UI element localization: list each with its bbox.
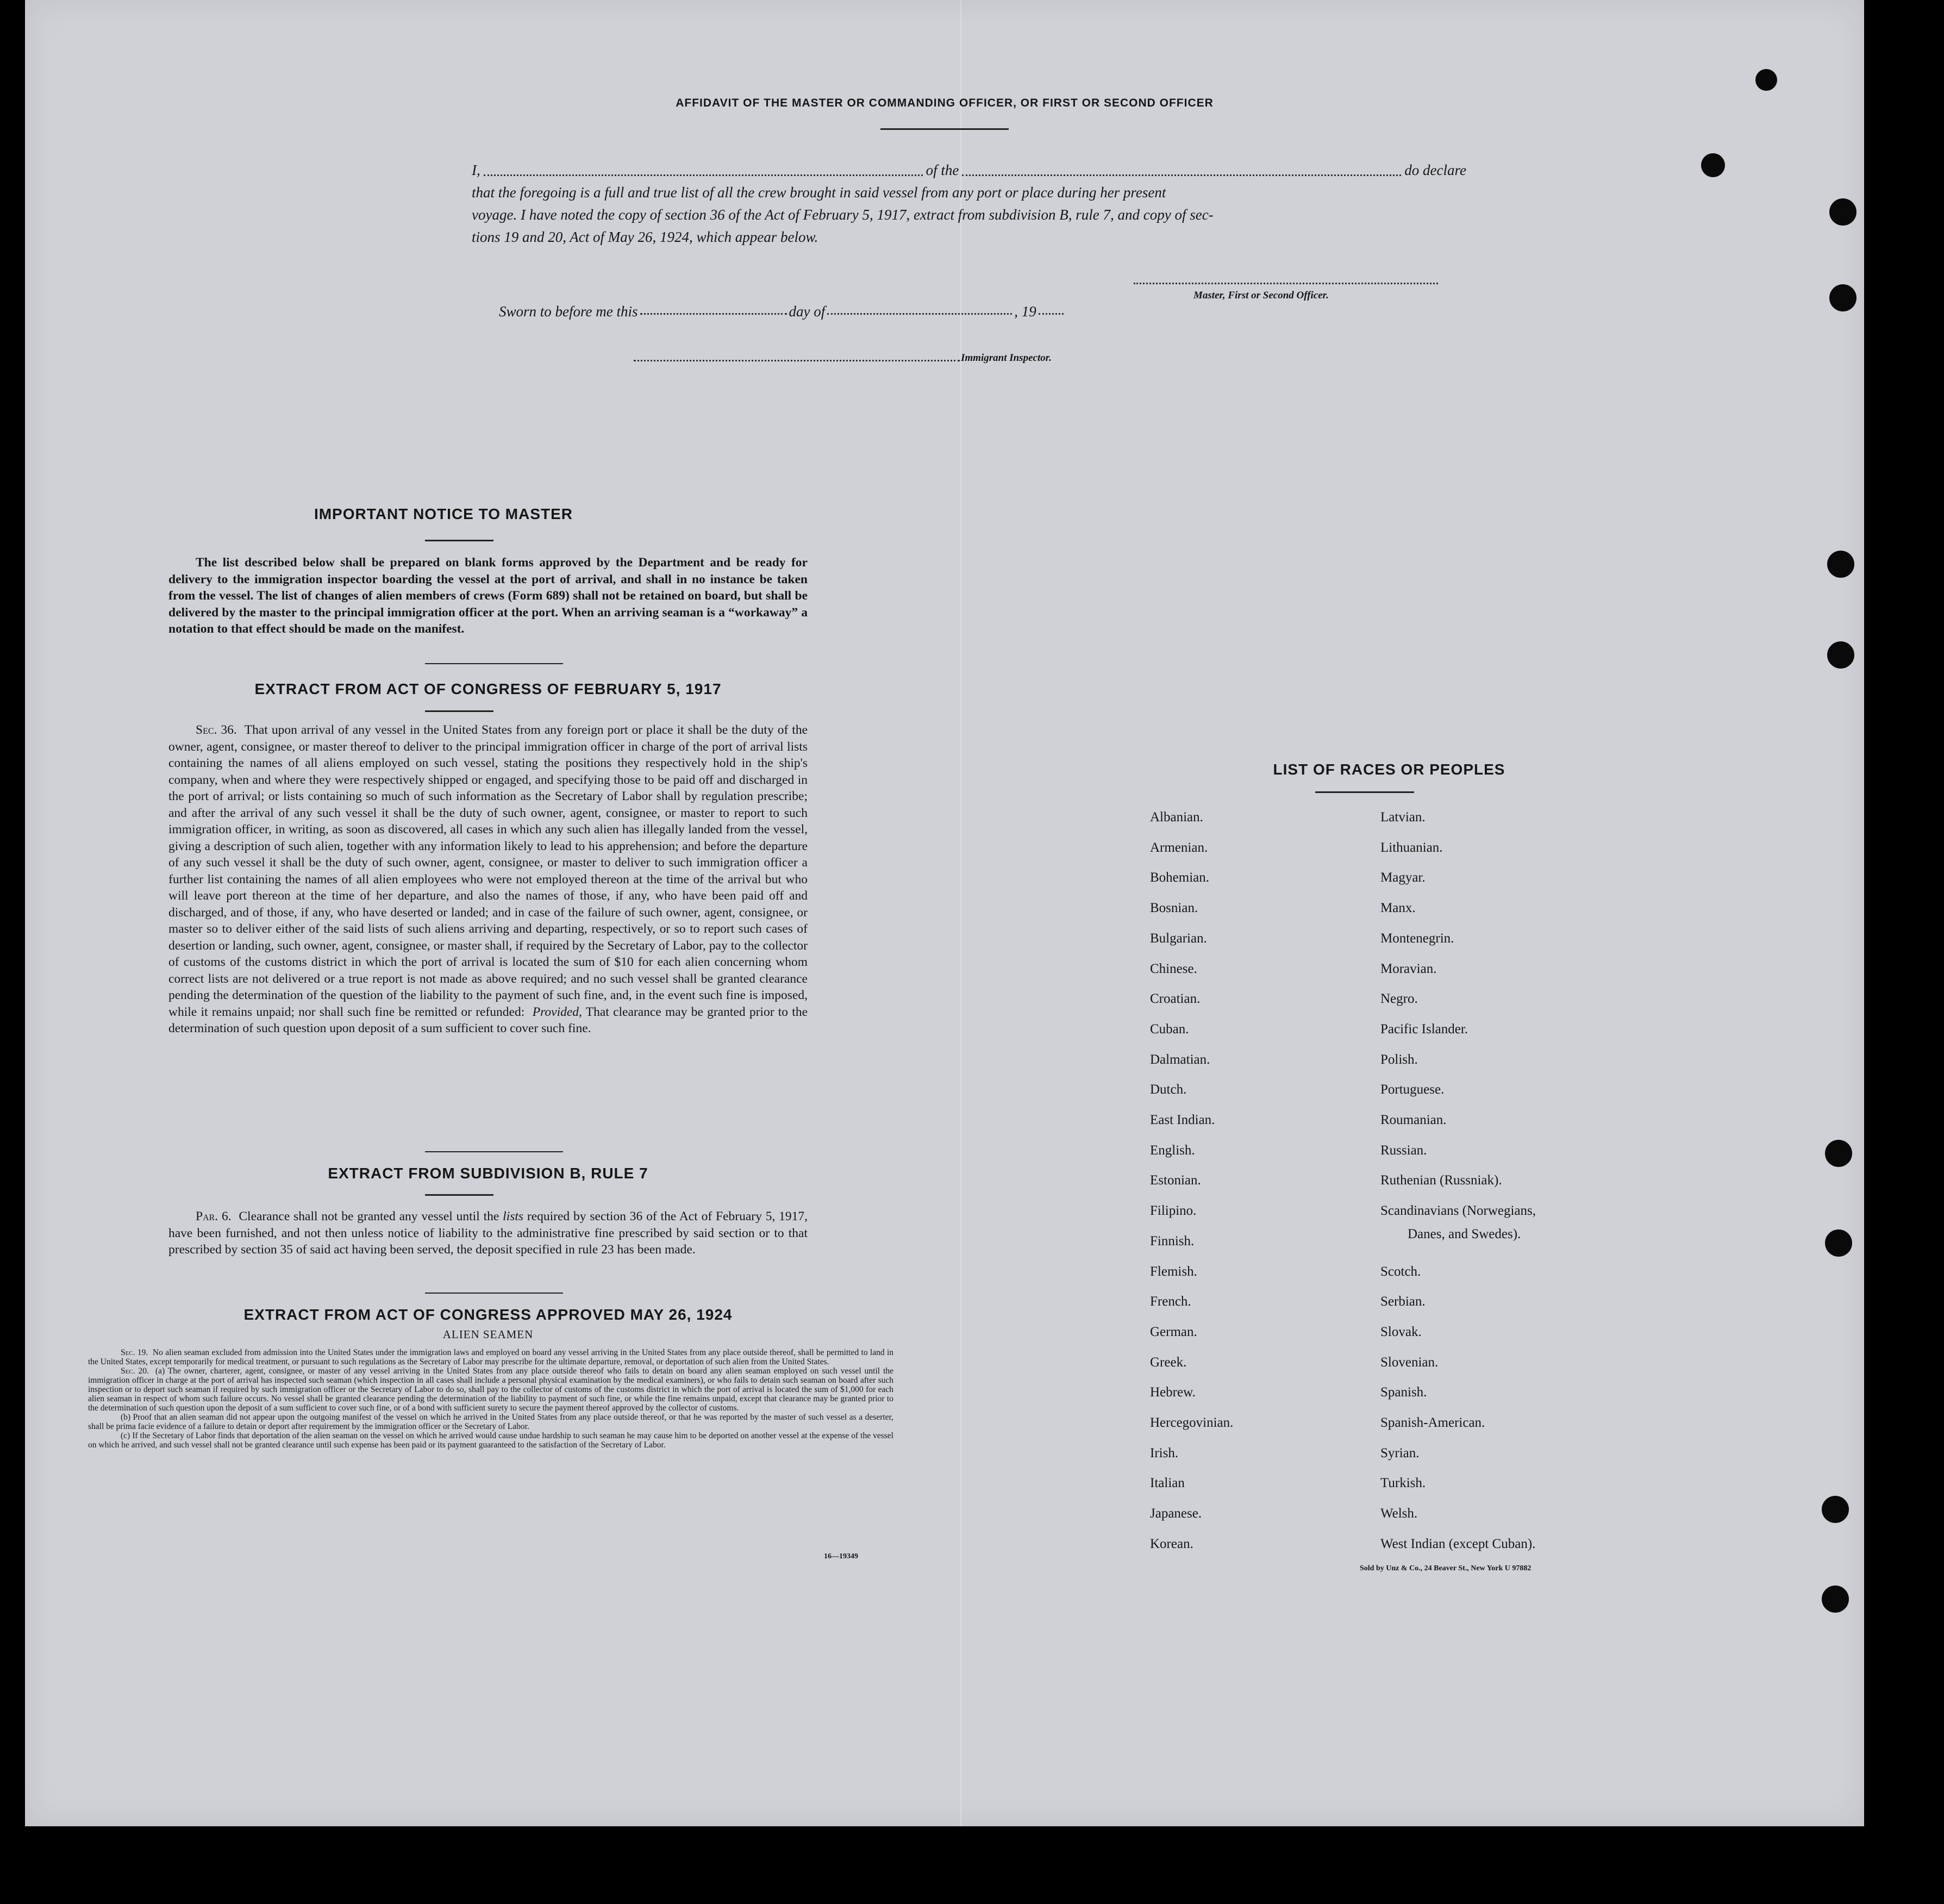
sworn-year: , 19 <box>1014 303 1036 320</box>
affidavit-line-3: voyage. I have noted the copy of section 36 of the Act of February 5, 1917, extract from subdivision B, rule 7, and copy of sec- <box>472 207 1214 223</box>
binder-hole <box>1701 153 1725 177</box>
binder-hole <box>1822 1496 1849 1523</box>
sec19-body: No alien seaman excluded from admission into the United States under the immigration laws and employed on board any vessel arriving in the United States from any place outside thereof, shall be permitted to land in the United States, except temporarily for medical treatment, or pursuant to such regulations as the Secretary of Labor may prescribe for the ultimate departure, removal, or deportation of such alien from the United States. <box>88 1348 894 1366</box>
race-item: Lithuanian. <box>1380 840 1443 855</box>
act1917-rule <box>425 710 493 712</box>
inspector-signature-line[interactable] <box>634 360 960 361</box>
notice-paragraph: The list described below shall be prepared on blank forms approved by the Department and be ready for delivery to the immigration inspector boarding the vessel at the port of arrival, and shall in no instance be taken from the vessel. The list of changes of alien members of crews (Form 689) shall not be retained on board, but shall be delivered by the master to the principal immigration officer at the port. When an arriving seaman is a “workaway” a notation to that effect should be made on the manifest. <box>168 555 808 636</box>
race-item: Magyar. <box>1380 870 1426 885</box>
binder-hole <box>1755 69 1777 91</box>
act1924-subtitle: ALIEN SEAMEN <box>442 1328 534 1341</box>
act1917-provided: Provided, <box>532 1004 582 1019</box>
inspector-signature-label: Immigrant Inspector. <box>961 352 1052 364</box>
notice-rule <box>425 540 493 541</box>
affidavit-of-the: of the <box>926 162 959 178</box>
sworn-year-blank[interactable] <box>1039 313 1064 315</box>
race-item: Flemish. <box>1150 1264 1197 1279</box>
race-item: Manx. <box>1380 901 1416 915</box>
race-item: Chinese. <box>1150 962 1197 976</box>
race-item: Korean. <box>1150 1537 1193 1551</box>
race-item: Estonian. <box>1150 1173 1201 1188</box>
seller-imprint: Sold by Unz & Co., 24 Beaver St., New York U 97882 <box>1360 1564 1532 1572</box>
race-item: Roumanian. <box>1380 1113 1447 1127</box>
binder-hole <box>1829 284 1857 311</box>
race-item: Latvian. <box>1380 810 1426 825</box>
binder-hole <box>1827 641 1854 669</box>
race-item: Spanish. <box>1380 1385 1427 1400</box>
act1917-sec-label: Sec. 36. <box>196 723 237 737</box>
rule7-body-b: required by section 36 of the Act of February 5, 1917, have been furnished, and not then unless notice of liability to the administrative fine prescribed by said section or to that prescribed by section 35 of said act having been served, the deposit specified in rule 23 has been made. <box>168 1209 808 1257</box>
notice-divider <box>425 663 563 664</box>
race-item: Dutch. <box>1150 1082 1187 1097</box>
rule7-body-a: Clearance shall not be granted any vessel until the <box>239 1209 499 1223</box>
rule7-lists: lists <box>503 1209 524 1223</box>
race-item: Dalmatian. <box>1150 1052 1210 1067</box>
affidavit-text <box>472 159 1466 248</box>
race-item: Russian. <box>1380 1143 1427 1158</box>
affidavit-title: AFFIDAVIT OF THE MASTER OR COMMANDING OFFICER, OR FIRST OR SECOND OFFICER <box>676 97 1214 109</box>
sec20-label: Sec. 20. <box>121 1366 149 1376</box>
rule7-paragraph <box>168 1208 808 1258</box>
sec19-label: Sec. 19. <box>121 1348 148 1357</box>
race-item: Bohemian. <box>1150 870 1210 885</box>
act1924-sec19 <box>88 1348 893 1366</box>
affidavit-i: I, <box>472 162 480 178</box>
race-item: Italian <box>1150 1476 1185 1490</box>
rule7-divider <box>425 1293 563 1294</box>
race-item: English. <box>1150 1143 1195 1158</box>
act1917-paragraph <box>168 722 808 1037</box>
race-item: Hebrew. <box>1150 1385 1196 1400</box>
title-rule <box>880 128 1009 130</box>
master-signature-label: Master, First or Second Officer. <box>1193 290 1329 301</box>
master-signature-line[interactable] <box>1134 283 1438 284</box>
act1924-sec20c: (c) If the Secretary of Labor finds that deportation of the alien seaman on the vessel on which he arrived would cause undue hardship to such seaman he may cause him to be deported on another vessel at the expense of the vessel on which he arrived, and such vessel shall not be granted clearance until such expense has been paid or its payment guaranteed to the satisfaction of the Secretary of Labor. <box>88 1431 893 1450</box>
rule7-title: EXTRACT FROM SUBDIVISION B, RULE 7 <box>328 1165 648 1182</box>
sec20a-body: (a) The owner, charterer, agent, consignee, or master of any vessel arriving in the United States from any place outside thereof who fails to detain on board any alien seaman employed on such vessel until the immigration officer in charge at the port of arrival has inspected such seaman (which inspection in all cases shall include a personal physical examination by the medical examiners), or who fails to detain such seaman on board after such inspection or to deport such seaman if required by such immigration officer or the Secretary of Labor to do so, shall pay to the collector of customs of the customs district in which the port of arrival is located the sum of $1,000 for each alien seaman in respect of whom such failure occurs. No vessel shall be granted clearance pending the determination of the liability to payment of such fine, or while the fine remains unpaid, except that clearance may be granted prior to the determination of such question upon the deposit of a sum sufficient to cover such fine, or of a bond with sufficient surety to secure the payment thereof approved by the collector of customs. <box>88 1366 894 1413</box>
act1917-title: EXTRACT FROM ACT OF CONGRESS OF FEBRUARY 5, 1917 <box>254 681 722 697</box>
race-item: Turkish. <box>1380 1476 1426 1490</box>
rule7-text <box>168 1208 808 1258</box>
race-item: Armenian. <box>1150 840 1208 855</box>
act1917-body: That upon arrival of any vessel in the United States from any foreign port or place it shall be the duty of the owner, agent, consignee, or master thereof to deliver to the principal immigration officer in charge of the port of arrival lists containing the names of all aliens employed on such vessel, stating the positions they respectively hold in the ship's company, when and where they were respectively shipped or engaged, and specifying those to be paid off and discharged in the port of arrival; or lists containing so much of such information as the Secretary of Labor shall by regulation prescribe; and after the arrival of any such vessel it shall be the duty of such owner, agent, consignee, or master to report to such immigration officer, in writing, as soon as discovered, all cases in which any such alien has illegally landed from the vessel, giving a description of such alien, together with any information likely to lead to his apprehension; and before the departure of any such vessel it shall be the duty of such owner, agent, consignee, or master to deliver to such immigration officer a further list containing the names of all alien employees who were not employed thereon at the time of the arrival but who will leave port thereon at the time of her departure, and also the names of those, if any, who have been paid off and discharged, and of those, if any, who have deserted or landed; and in case of the failure of such owner, agent, consignee, or master so to deliver either of the said lists of such aliens arriving and departing, respectively, or so to report such cases of desertion or landing, such owner, agent, consignee, or master shall, if required by the Secretary of Labor, pay to the collector of customs of the customs district in which the port of arrival is located the sum of $10 for each alien concerning whom correct lists are not delivered or a true report is not made as above required; and no such vessel shall be granted clearance pending the determination of the question of the liability to the payment of such fine, and, in the event such fine is imposed, while it remains unpaid; nor shall such fine be remitted or refunded: <box>168 723 808 1019</box>
races-title: LIST OF RACES OR PEOPLES <box>1273 761 1505 778</box>
races-rule <box>1315 791 1414 793</box>
race-item: Spanish-American. <box>1380 1415 1485 1430</box>
binder-hole <box>1825 1229 1852 1257</box>
form-number: 16—19349 <box>824 1552 858 1560</box>
sworn-day-of: day of <box>789 303 826 320</box>
sworn-month-blank[interactable] <box>827 313 1012 315</box>
act1917-text <box>168 722 808 1037</box>
affidavit-line-2: that the foregoing is a full and true list of all the crew brought in said vessel from any port or place during her present <box>472 184 1166 201</box>
race-item: Montenegrin. <box>1380 931 1454 946</box>
rule7-par-label: Par. 6. <box>196 1209 232 1223</box>
race-item: Syrian. <box>1380 1446 1420 1460</box>
race-item: Greek. <box>1150 1355 1187 1370</box>
binder-hole <box>1825 1140 1852 1167</box>
act1924-text <box>88 1348 893 1450</box>
race-item: Slovenian. <box>1380 1355 1439 1370</box>
document-page <box>25 0 1864 1826</box>
race-item: Bosnian. <box>1150 901 1198 915</box>
race-item: Ruthenian (Russniak). <box>1380 1173 1502 1188</box>
race-item: Portuguese. <box>1380 1082 1445 1097</box>
race-item: Cuban. <box>1150 1022 1189 1037</box>
race-item: Croatian. <box>1150 991 1201 1006</box>
act1924-sec20b: (b) Proof that an alien seaman did not appear upon the outgoing manifest of the vessel on which he arrived in the United States from any place outside thereof, or that he was reported by the master of such vessel as a deserter, shall be prima facie evidence of a failure to detain or deport after requirement by the immigration officer or the Secretary of Labor. <box>88 1413 893 1431</box>
race-item: German. <box>1150 1325 1197 1339</box>
affidavit-do-declare: do declare <box>1404 162 1466 178</box>
race-item: Finnish. <box>1150 1234 1195 1248</box>
binder-hole <box>1822 1585 1849 1613</box>
race-item: Moravian. <box>1380 962 1437 976</box>
name-blank[interactable] <box>484 159 923 176</box>
binder-hole <box>1829 198 1857 226</box>
binder-hole <box>1827 551 1854 578</box>
race-item: Pacific Islander. <box>1380 1022 1468 1037</box>
race-item: Slovak. <box>1380 1325 1422 1339</box>
act1917-body-end: That clearance may be granted prior to the determination of such question upon deposit of a sum sufficient to cover such fine. <box>168 1004 808 1035</box>
race-item: West Indian (except Cuban). <box>1380 1537 1536 1551</box>
race-item: East Indian. <box>1150 1113 1215 1127</box>
notice-text <box>168 554 808 638</box>
race-item: Welsh. <box>1380 1506 1418 1521</box>
act1917-divider <box>425 1151 563 1152</box>
race-item: Filipino. <box>1150 1203 1197 1218</box>
vessel-blank[interactable] <box>962 159 1401 176</box>
page-fold <box>960 0 962 1826</box>
race-item: Negro. <box>1380 991 1418 1006</box>
sworn-line <box>499 303 1162 320</box>
race-item: Japanese. <box>1150 1506 1202 1521</box>
rule7-rule <box>425 1194 493 1196</box>
act1924-sec20a <box>88 1366 893 1413</box>
race-item: Hercegovinian. <box>1150 1415 1234 1430</box>
race-item: French. <box>1150 1294 1191 1309</box>
act1924-title: EXTRACT FROM ACT OF CONGRESS APPROVED MAY 26, 1924 <box>243 1306 733 1323</box>
notice-title: IMPORTANT NOTICE TO MASTER <box>314 505 573 522</box>
sworn-prefix: Sworn to before me this <box>499 303 638 320</box>
race-item: Polish. <box>1380 1052 1418 1067</box>
affidavit-line-4: tions 19 and 20, Act of May 26, 1924, which appear below. <box>472 229 818 245</box>
race-item: Bulgarian. <box>1150 931 1207 946</box>
sworn-day-blank[interactable] <box>640 313 787 315</box>
race-item: Serbian. <box>1380 1294 1426 1309</box>
race-item: Irish. <box>1150 1446 1179 1460</box>
race-item: Scotch. <box>1380 1264 1421 1279</box>
race-item: Scandinavians (Norwegians, <box>1380 1203 1536 1218</box>
race-item: Albanian. <box>1150 810 1203 825</box>
race-scandinavians-cont: Danes, and Swedes). <box>1408 1227 1521 1241</box>
affidavit-line-1 <box>472 159 1466 182</box>
